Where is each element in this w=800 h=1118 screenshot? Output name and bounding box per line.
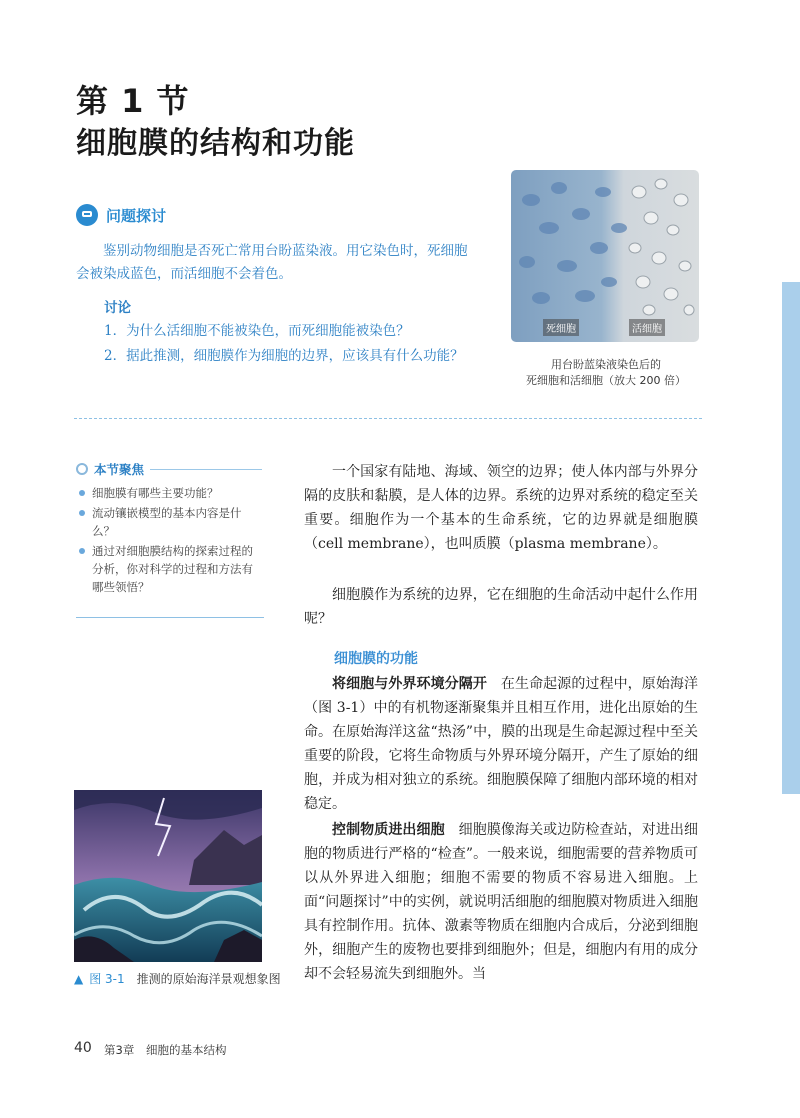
problem-discussion-title: 问题探讨 [106,206,167,225]
ocean-painting [74,790,262,962]
section-number: 第 1 节 [76,82,190,120]
live-cell-label: 活细胞 [629,319,665,336]
cells-illustration [511,170,699,342]
figure-caption-text: 推测的原始海洋景观想象图 [136,972,281,986]
intro-paragraph: 一个国家有陆地、海域、领空的边界；使人体内部与外界分隔的皮肤和黏膜，是人体的边界。系统的边界对系统的稳定至关重要。细胞作为一个基本的生命系统，它的边界就是细胞膜（cell membrane），也叫质膜（plasma membrane）。 [304,464,698,552]
discussion-question-1: 1．为什么活细胞不能被染色，而死细胞能被染色？ [104,323,410,339]
photo-caption-line-1: 用台盼蓝染液染色后的 [551,358,661,371]
discussion-label: 讨论 [104,300,131,316]
problem-discussion-text: 鉴别动物细胞是否死亡常用台盼蓝染液。用它染色时，死细胞会被染成蓝色，而活细胞不会着色。 [76,243,468,282]
separate-text: 在生命起源的过程中，原始海洋（图 3-1）中的有机物逐渐聚集并且相互作用，进化出原始的生命。在原始海洋这盆“热汤”中，膜的出现是生命起源过程中至关重要的阶段，它将生命物质与外界环境分隔开，产生了原始的细胞，并成为相对独立的系统。细胞膜保障了细胞内部环境的相对稳定。 [304,676,699,812]
dead-cell-label: 死细胞 [543,319,579,336]
focus-header-line [150,469,262,470]
side-tab [782,282,800,794]
figure-number: 图 3-1 [89,972,125,986]
focus-item: 细胞膜有哪些主要功能？ [76,484,264,502]
question-paragraph: 细胞膜作为系统的边界，它在细胞的生命活动中起什么作用呢？ [304,587,698,627]
section-focus-title: 本节聚焦 [94,462,145,477]
function-heading: 细胞膜的功能 [334,651,418,667]
separate-title: 将细胞与外界环境分隔开 [332,676,487,692]
section-focus-header [76,460,262,478]
discussion-question-2: 2．据此推测，细胞膜作为细胞的边界，应该具有什么功能？ [104,348,464,364]
page-number: 40 [74,1040,92,1056]
control-title: 控制物质进出细胞 [332,822,445,838]
control-text: 细胞膜像海关或边防检查站，对进出细胞的物质进行严格的“检查”。一般来说，细胞需要的营养物质可以从外界进入细胞；细胞不需要的物质不容易进入细胞。上面“问题探讨”中的实例，就说明活细胞的细胞膜对物质进入细胞具有控制作用。抗体、激素等物质在细胞内合成后，分泌到细胞外，细胞产生的废物也要排到细胞外；但是，细胞内有用的成分却不会轻易流失到细胞外。当 [304,822,699,982]
section-divider [74,418,702,419]
problem-discussion-header [76,204,166,226]
control-paragraph [304,818,698,986]
chat-bubble-icon [76,204,98,226]
figure-marker-icon: ▲ [74,972,84,986]
primitive-ocean-illustration [74,790,262,962]
photo-caption-line-2: 死细胞和活细胞（放大 200 倍） [526,374,686,387]
chapter-label: 第3章 [104,1043,135,1057]
chapter-title: 细胞的基本结构 [146,1043,227,1057]
stained-cells-photo [511,170,699,342]
photo-caption [506,357,706,389]
page-title: 细胞膜的结构和功能 [76,126,355,161]
separate-paragraph [304,672,698,816]
focus-target-icon [76,463,88,475]
focus-bottom-divider [76,617,264,618]
focus-item: 流动镶嵌模型的基本内容是什么？ [76,504,264,540]
section-focus-list [76,484,264,598]
focus-item: 通过对细胞膜结构的探索过程的分析，你对科学的过程和方法有哪些领悟？ [76,542,264,596]
figure-caption [74,970,281,987]
